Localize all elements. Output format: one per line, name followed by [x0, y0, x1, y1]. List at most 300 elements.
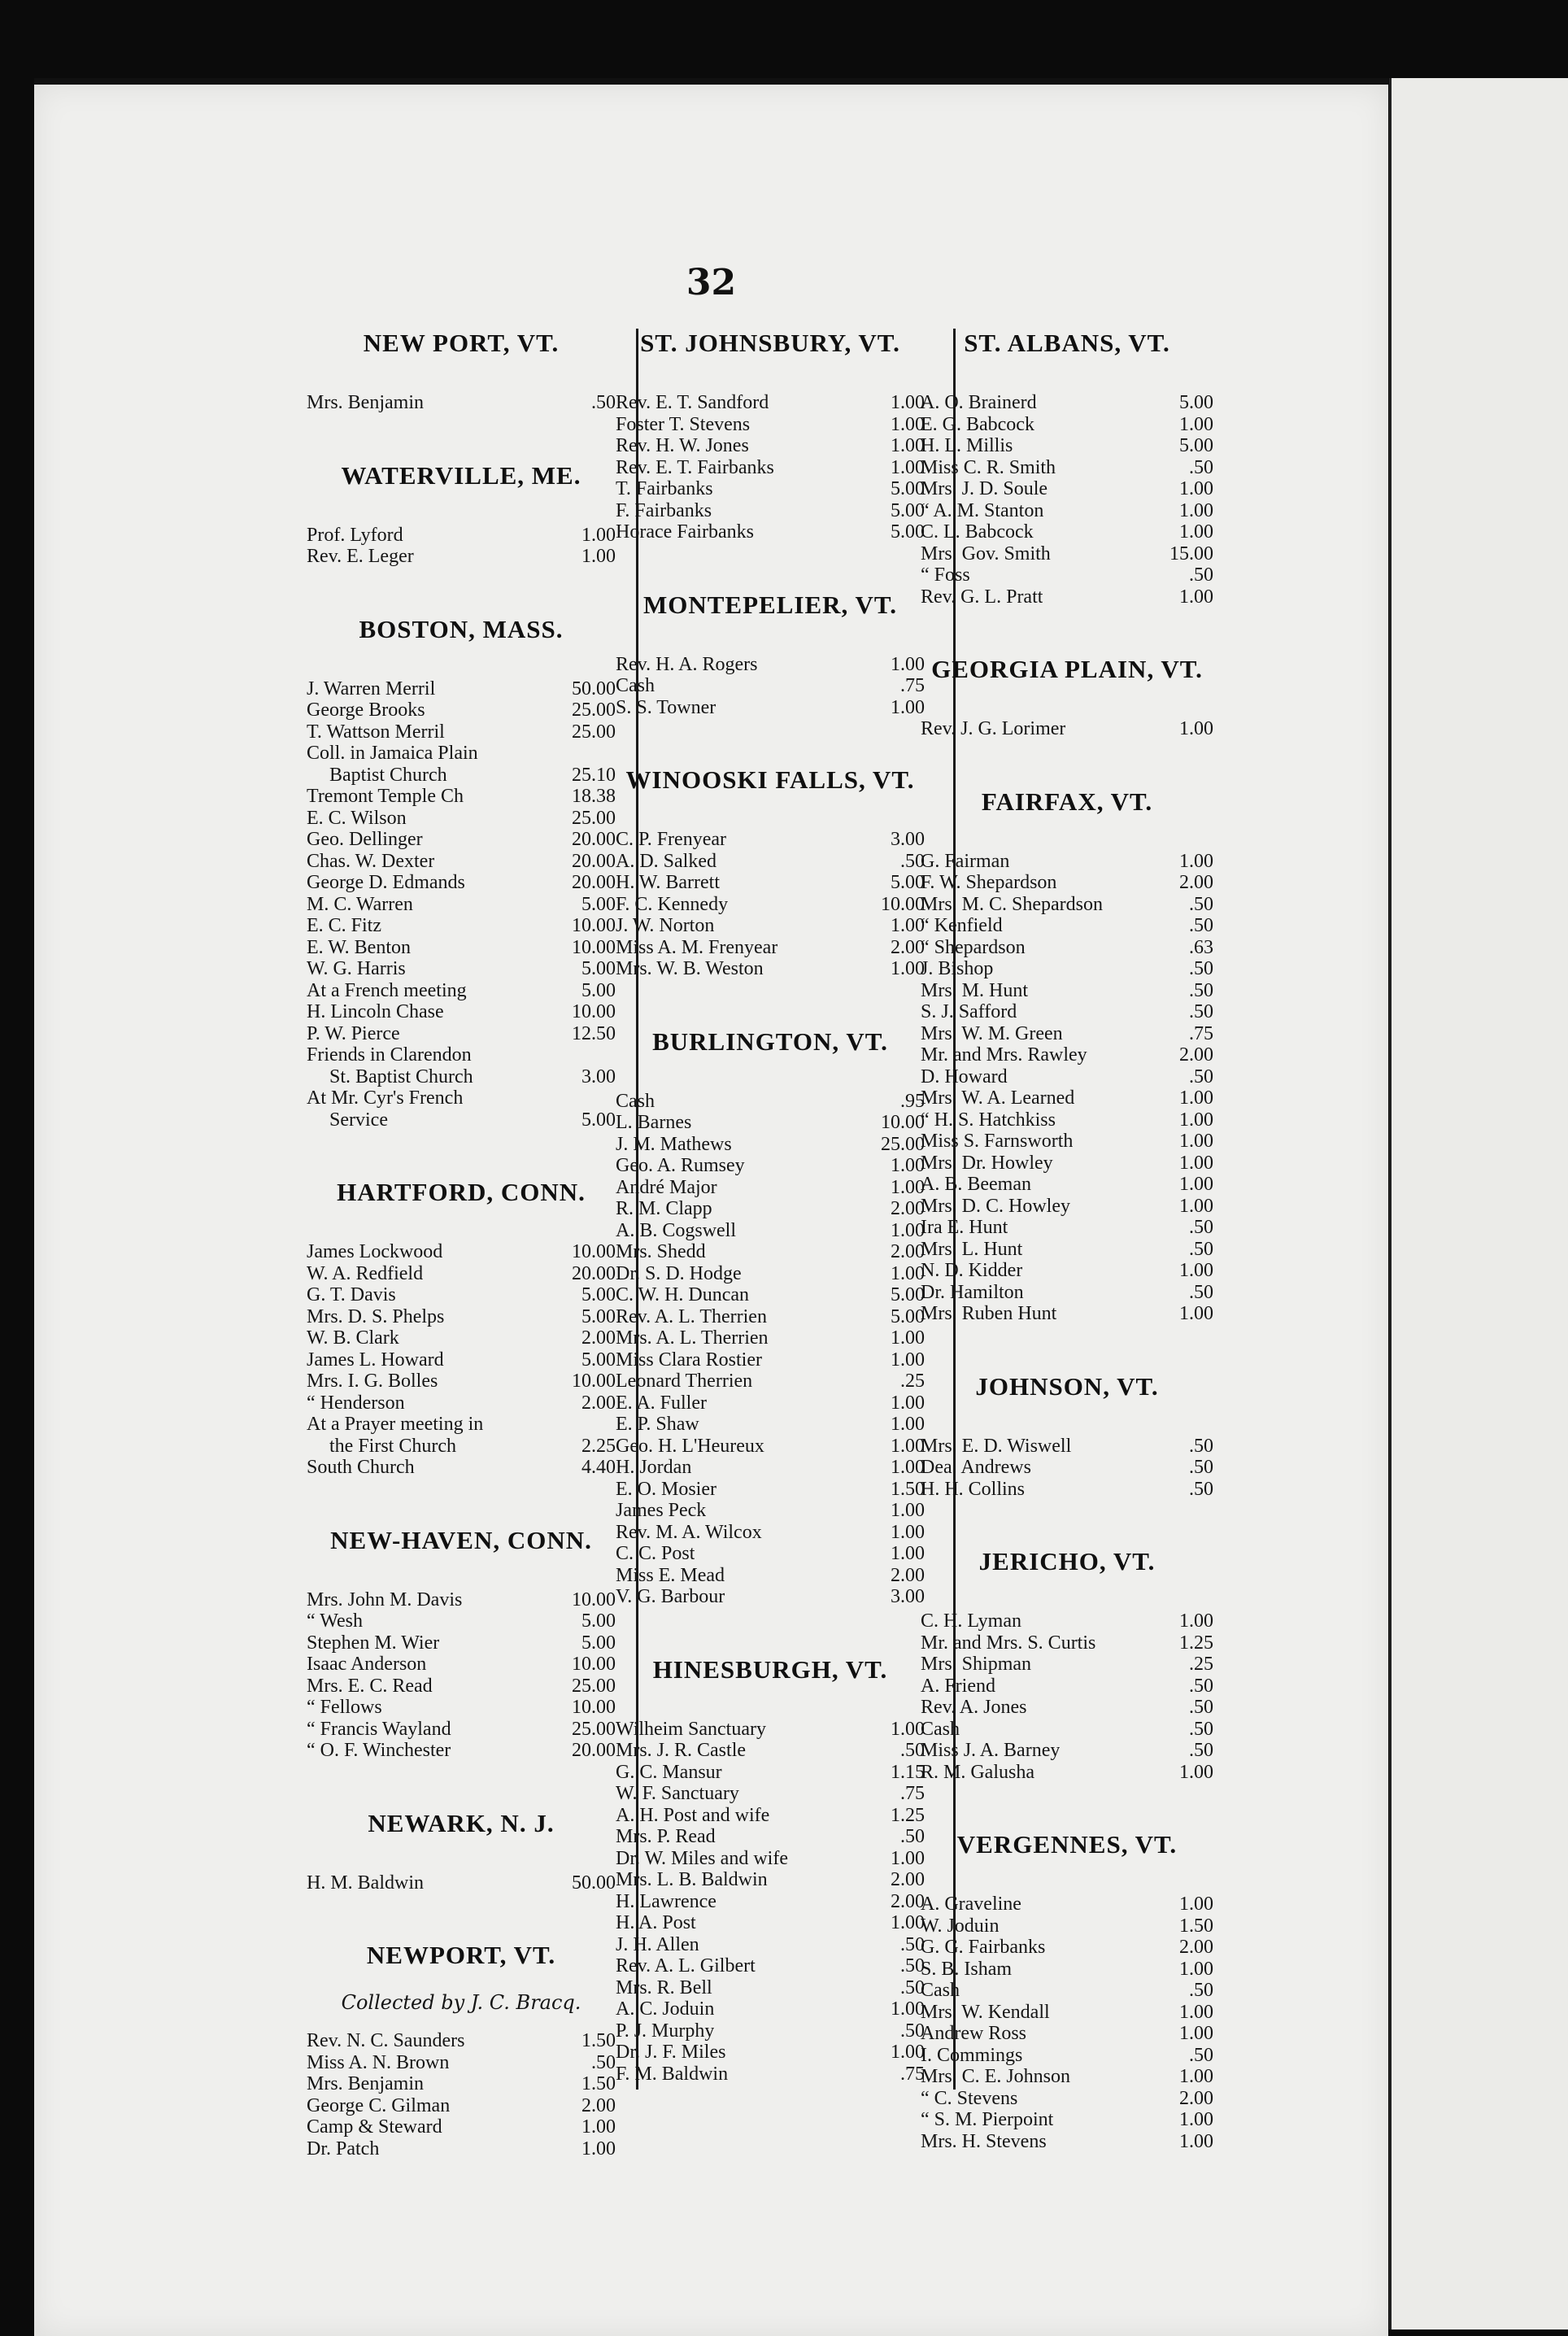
donor-name: G. G. Fairbanks: [921, 1937, 1046, 1958]
donation-entry: [921, 564, 1213, 586]
donor-name: Mr. and Mrs. Rawley: [921, 1044, 1087, 1066]
donation-amount: 10.00: [572, 936, 616, 958]
donation-amount: .50: [1189, 1001, 1213, 1022]
donor-name: At a French meeting: [307, 979, 467, 1001]
donor-name: Mrs. L. Hunt: [921, 1238, 1023, 1260]
donor-name: Mrs. L. B. Baldwin: [616, 1869, 768, 1890]
donor-name: S. B. Isham: [921, 1958, 1013, 1980]
donation-amount: .50: [900, 2020, 925, 2042]
donation-entry: [921, 1023, 1213, 1045]
donation-amount: 5.00: [1179, 392, 1213, 413]
donation-entry: [616, 1934, 925, 1956]
donation-amount: 1.00: [1179, 1894, 1213, 1915]
donor-name: S. S. Towner: [616, 696, 716, 718]
donor-name: G. T. Davis: [307, 1284, 396, 1305]
donation-entry: [307, 1241, 616, 1263]
donation-entry: [307, 392, 616, 414]
donation-entry: [921, 457, 1213, 479]
donor-name: “ Wesh: [307, 1610, 363, 1632]
donation-entry: [307, 2095, 616, 2117]
donation-amount: 1.00: [891, 1435, 925, 1457]
donor-name: E. O. Mosier: [616, 1478, 716, 1500]
column-2: [616, 329, 957, 2132]
donor-name: C. C. Post: [616, 1543, 695, 1564]
donor-name: W. Joduin: [921, 1915, 1000, 1937]
donation-amount: 3.00: [891, 1586, 925, 1607]
donation-entry: [307, 1306, 616, 1328]
donation-entry: [307, 1610, 616, 1632]
donation-entry: [307, 1349, 616, 1371]
donation-amount: .50: [1189, 2044, 1213, 2066]
donor-name: “ H. S. Hatchkiss: [921, 1109, 1056, 1131]
donor-name: Mrs. H. Stevens: [921, 2130, 1047, 2152]
donor-name: Cash: [616, 1090, 655, 1112]
donation-amount: 5.00: [581, 1109, 616, 1131]
donation-entry: [307, 765, 616, 787]
donor-name: Mrs. M. Hunt: [921, 979, 1029, 1001]
donor-name: V. G. Barbour: [616, 1586, 725, 1607]
donor-name: Cash: [616, 675, 655, 696]
donation-amount: 10.00: [572, 915, 616, 936]
donor-name: Miss A. M. Frenyear: [616, 936, 778, 958]
donor-name: L. Barnes: [616, 1112, 692, 1133]
donation-entry: [921, 1915, 1213, 1937]
donation-amount: 1.00: [891, 456, 925, 478]
donation-amount: 5.00: [891, 499, 925, 521]
donation-amount: 20.00: [572, 850, 616, 872]
donation-amount: .50: [1189, 1980, 1213, 2001]
donation-entry: [921, 1001, 1213, 1023]
donation-entry: [616, 894, 925, 916]
donation-amount: 5.00: [581, 1305, 616, 1327]
donation-entry: [616, 654, 925, 676]
donor-name: H. Lawrence: [616, 1890, 716, 1912]
donation-entry: [616, 1783, 925, 1805]
donation-entry: [307, 786, 616, 808]
donation-entry: [921, 894, 1213, 916]
donor-name: George C. Gilman: [307, 2094, 451, 2116]
donation-amount: 1.00: [1179, 586, 1213, 608]
location-heading: NEW-HAVEN, CONN.: [330, 1525, 592, 1554]
donor-name: Dr. Hamilton: [921, 1281, 1024, 1303]
donor-name: A. Graveline: [921, 1894, 1021, 1915]
donation-entry: [921, 1282, 1213, 1304]
donation-entry: [307, 525, 616, 547]
location-heading: HINESBURGH, VT.: [652, 1654, 888, 1684]
donation-entry: [616, 1543, 925, 1565]
donor-name: M. C. Warren: [307, 893, 413, 915]
donation-entry: [616, 392, 925, 414]
donor-name: N. D. Kidder: [921, 1260, 1023, 1281]
donation-amount: 2.00: [581, 2094, 616, 2116]
donation-entry: [616, 1522, 925, 1544]
donor-name: W. F. Sanctuary: [616, 1783, 739, 1804]
donor-name: Andrew Ross: [921, 2023, 1026, 2044]
donor-name: J. H. Allen: [616, 1933, 699, 1955]
donation-entry: [616, 937, 925, 959]
donor-name: Miss Clara Rostier: [616, 1349, 762, 1371]
donation-amount: .25: [900, 1371, 925, 1392]
donor-name: E. W. Benton: [307, 936, 412, 958]
donor-name: Mrs. C. E. Johnson: [921, 2066, 1071, 2087]
donor-name: C. W. H. Duncan: [616, 1284, 749, 1305]
donation-entry: [921, 1174, 1213, 1196]
donor-name: Mrs. W. A. Learned: [921, 1087, 1075, 1109]
donor-name: Mrs. W. M. Green: [921, 1022, 1063, 1044]
donation-amount: .75: [900, 1783, 925, 1804]
donor-name: Geo. H. L'Heureux: [616, 1435, 764, 1457]
donation-entry: [616, 1565, 925, 1587]
donation-entry: [921, 1937, 1213, 1959]
donor-name: G. C. Mansur: [616, 1761, 722, 1783]
donation-entry: [307, 2138, 616, 2160]
location-heading: FAIRFAX, VT.: [981, 787, 1153, 816]
donor-name: Rev. G. L. Pratt: [921, 586, 1043, 608]
donation-amount: 25.00: [572, 1675, 616, 1697]
donation-entry: [921, 1153, 1213, 1175]
donor-name: Miss A. N. Brown: [307, 2051, 450, 2073]
donor-name: Dr. W. Miles and wife: [616, 1847, 788, 1869]
donor-name: Dr. S. D. Hodge: [616, 1262, 742, 1284]
donation-amount: 1.00: [1179, 1195, 1213, 1217]
donation-amount: .50: [1189, 1740, 1213, 1761]
donation-amount: 2.00: [891, 936, 925, 958]
donor-name: Foster T. Stevens: [616, 413, 751, 435]
donation-amount: 1.00: [581, 2138, 616, 2159]
donor-name: C. H. Lyman: [921, 1610, 1021, 1632]
location-heading: JOHNSON, VT.: [975, 1371, 1159, 1401]
donation-entry: [616, 1998, 925, 2020]
donation-amount: 5.00: [581, 1349, 616, 1371]
donor-name: Rev. A. Jones: [921, 1697, 1027, 1718]
donor-name: H. Jordan: [616, 1457, 692, 1478]
donation-amount: 1.00: [1179, 1303, 1213, 1324]
donor-name: George Brooks: [307, 699, 425, 721]
donation-entry: [616, 1826, 925, 1848]
donation-amount: 5.00: [891, 872, 925, 893]
donation-amount: 2.00: [1179, 1937, 1213, 1958]
donation-entry: [616, 1134, 925, 1156]
donation-amount: 10.00: [572, 1241, 616, 1262]
donation-amount: 20.00: [572, 872, 616, 893]
donation-entry: [921, 1762, 1213, 1784]
donation-entry: [921, 872, 1213, 894]
donation-amount: 1.00: [1179, 850, 1213, 872]
donor-name: Dr. Patch: [307, 2138, 380, 2159]
donor-name: A. B. Cogswell: [616, 1219, 737, 1241]
donation-amount: .50: [1189, 1457, 1213, 1478]
donor-name: “ S. M. Pierpoint: [921, 2109, 1054, 2130]
donor-name: H. H. Collins: [921, 1478, 1026, 1500]
donation-entry: [307, 872, 616, 894]
collector-note: Collected by J. C. Bracq.: [341, 1991, 581, 2014]
donor-name: “ Foss: [921, 564, 970, 586]
donor-name: Miss J. A. Barney: [921, 1740, 1061, 1761]
donation-entry: [307, 958, 616, 980]
donation-amount: 5.00: [891, 478, 925, 499]
donor-name: Miss C. R. Smith: [921, 456, 1056, 478]
donor-name: I. Commings: [921, 2044, 1023, 2066]
donation-amount: 2.00: [891, 1241, 925, 1262]
donor-name: Cash: [921, 1980, 960, 2001]
donor-name: Mrs. J. R. Castle: [616, 1740, 747, 1761]
donor-name: A. O. Brainerd: [921, 392, 1037, 413]
donation-entry: [616, 829, 925, 851]
donation-amount: .50: [900, 1826, 925, 1847]
location-heading: BOSTON, MASS.: [359, 614, 564, 643]
donation-amount: .75: [1189, 1022, 1213, 1044]
location-heading: ST. JOHNSBURY, VT.: [640, 329, 900, 357]
donation-entry: [616, 1479, 925, 1501]
donor-name: F. C. Kennedy: [616, 893, 729, 915]
donation-entry: [307, 1392, 616, 1414]
donor-name: H. M. Baldwin: [307, 1872, 424, 1894]
donation-entry: [921, 392, 1213, 414]
donor-name: Mrs. Gov. Smith: [921, 543, 1051, 564]
donation-entry: [616, 1284, 925, 1306]
donation-amount: 1.00: [891, 435, 925, 456]
donation-amount: 10.00: [572, 1697, 616, 1718]
donation-amount: 1.50: [581, 2030, 616, 2051]
donation-entry: [616, 1436, 925, 1458]
donor-name: Geo. Dellinger: [307, 829, 423, 850]
donor-name: “ C. Stevens: [921, 2087, 1018, 2109]
donation-entry: [307, 1436, 616, 1458]
donation-entry: [616, 915, 925, 937]
donation-entry: [307, 2116, 616, 2138]
donation-entry: [307, 678, 616, 700]
location-section: [921, 787, 1278, 1325]
donation-entry: [921, 1196, 1213, 1218]
donation-entry: [921, 1697, 1213, 1719]
donor-name: F. W. Shepardson: [921, 872, 1057, 893]
donation-entry: [307, 1589, 616, 1611]
donation-entry: [307, 1327, 616, 1349]
donation-amount: .50: [1189, 979, 1213, 1001]
donor-name: Mrs. J. D. Soule: [921, 478, 1048, 499]
donation-amount: .50: [1189, 564, 1213, 586]
donation-amount: 2.00: [1179, 2087, 1213, 2109]
donation-amount: 5.00: [1179, 435, 1213, 456]
donor-name: A. D. Salked: [616, 850, 716, 872]
donation-entry: [921, 1087, 1213, 1109]
donation-entry: [616, 1220, 925, 1242]
location-heading: BURLINGTON, VT.: [652, 1026, 888, 1056]
donation-entry: [921, 1303, 1213, 1325]
donation-amount: .95: [900, 1090, 925, 1112]
donor-name: R. M. Clapp: [616, 1198, 712, 1219]
donation-entry: [921, 1894, 1213, 1915]
donation-entry: [921, 937, 1213, 959]
donor-name: “ A. M. Stanton: [921, 499, 1044, 521]
donor-name: W. A. Redfield: [307, 1262, 424, 1284]
donation-entry: [616, 1198, 925, 1220]
donation-entry: [921, 1676, 1213, 1698]
donation-amount: .50: [1189, 915, 1213, 936]
donation-amount: 5.00: [581, 1632, 616, 1654]
donation-entry: [307, 980, 616, 1002]
donation-amount: .50: [1189, 1238, 1213, 1260]
donation-entry: [921, 500, 1213, 522]
donation-amount: 50.00: [572, 678, 616, 699]
donation-entry: [616, 1891, 925, 1913]
donation-entry: [921, 543, 1213, 565]
donation-amount: 1.00: [1179, 1610, 1213, 1632]
donation-entry: [921, 1457, 1213, 1479]
donor-name: At a Prayer meeting in: [307, 1414, 484, 1435]
donation-amount: .50: [1189, 1697, 1213, 1718]
donation-amount: 25.10: [572, 764, 616, 786]
donor-name: E. C. Wilson: [307, 807, 407, 829]
location-section: [616, 1655, 957, 2085]
location-heading: HARTFORD, CONN.: [337, 1178, 586, 1206]
donation-entry: [616, 697, 925, 719]
donation-entry: [921, 1632, 1213, 1654]
donation-entry: [921, 980, 1213, 1002]
donation-amount: 4.40: [581, 1457, 616, 1478]
location-section: [921, 655, 1278, 740]
donor-name: D. Howard: [921, 1066, 1008, 1087]
donation-entry: [616, 457, 925, 479]
donor-name: H. Lincoln Chase: [307, 1001, 444, 1022]
donation-entry: [307, 2030, 616, 2052]
donation-amount: 1.15: [891, 1761, 925, 1783]
donation-entry: [307, 1740, 616, 1762]
donation-amount: 2.00: [581, 1327, 616, 1349]
donation-amount: .50: [900, 1955, 925, 1976]
donor-name: Ira E. Hunt: [921, 1217, 1008, 1238]
donor-name: A. H. Post and wife: [616, 1804, 770, 1826]
donation-entry: [307, 1719, 616, 1741]
donation-amount: 1.00: [1179, 1109, 1213, 1131]
donor-name: Dr. J. F. Miles: [616, 2042, 726, 2063]
donation-amount: 1.00: [1179, 478, 1213, 499]
donation-amount: 2.25: [581, 1435, 616, 1457]
donor-name: Friends in Clarendon: [307, 1044, 472, 1066]
donor-name: Service: [329, 1109, 388, 1131]
donor-name: “ Kenfield: [921, 915, 1003, 936]
donation-entry: [616, 1719, 925, 1741]
donation-amount: 1.00: [891, 1521, 925, 1543]
donation-entry: [616, 1977, 925, 1999]
donor-name: Rev. N. C. Saunders: [307, 2030, 465, 2051]
location-section: [616, 1027, 957, 1608]
donation-amount: 5.00: [891, 1305, 925, 1327]
donation-entry: [307, 829, 616, 851]
donor-name: F. Fairbanks: [616, 499, 712, 521]
donation-amount: 1.00: [891, 1219, 925, 1241]
donation-entry: [307, 1284, 616, 1306]
donation-amount: 1.00: [1179, 2023, 1213, 2044]
donor-name: Mrs. R. Bell: [616, 1976, 712, 1998]
donation-entry: [616, 1848, 925, 1870]
donation-entry: [616, 1241, 925, 1263]
donation-entry: [307, 546, 616, 568]
donation-amount: .50: [1189, 1435, 1213, 1457]
donation-entry: [307, 937, 616, 959]
donor-name: G. Fairman: [921, 850, 1010, 872]
donation-entry: [616, 1586, 925, 1608]
donor-name: George D. Edmands: [307, 872, 465, 893]
donor-name: Rev. A. L. Therrien: [616, 1305, 767, 1327]
donor-name: “ Henderson: [307, 1392, 405, 1414]
donation-entry: [307, 1676, 616, 1698]
donation-entry: [307, 1654, 616, 1676]
donation-amount: .50: [1189, 1675, 1213, 1697]
donation-amount: 1.00: [891, 1414, 925, 1435]
donation-entry: [307, 915, 616, 937]
donor-name: C. L. Babcock: [921, 521, 1034, 543]
donor-name: Mrs. W. Kendall: [921, 2001, 1050, 2023]
donor-name: R. M. Galusha: [921, 1761, 1034, 1783]
donation-entry: [921, 2002, 1213, 2024]
donation-entry: [921, 2066, 1213, 2088]
donation-amount: 50.00: [572, 1872, 616, 1894]
donor-name: J. Bishop: [921, 958, 994, 979]
location-heading: NEWARK, N. J.: [368, 1808, 555, 1837]
donation-amount: 25.00: [881, 1133, 925, 1155]
location-heading: WATERVILLE, ME.: [341, 460, 581, 490]
donation-entry: [307, 1066, 616, 1088]
donation-entry: [616, 500, 925, 522]
donor-name: Mrs. Benjamin: [307, 392, 424, 413]
donation-amount: 25.00: [572, 1718, 616, 1740]
donor-name: Rev. E. T. Sandford: [616, 392, 769, 413]
donation-entry: [616, 2042, 925, 2064]
donation-entry: [307, 1263, 616, 1285]
donation-amount: 1.00: [891, 1998, 925, 2020]
donation-entry: [616, 1091, 925, 1113]
donation-amount: .50: [1189, 893, 1213, 915]
donation-amount: 1.00: [1179, 499, 1213, 521]
donation-amount: .50: [1189, 456, 1213, 478]
donation-amount: .75: [900, 675, 925, 696]
donation-entry: [307, 1457, 616, 1479]
donor-name: Camp & Steward: [307, 2116, 442, 2138]
donation-amount: 1.00: [1179, 1260, 1213, 1281]
donation-amount: 2.00: [891, 1198, 925, 1219]
donation-entry: [616, 1805, 925, 1827]
donor-name: Mrs. John M. Davis: [307, 1589, 463, 1610]
donation-amount: 1.00: [891, 1718, 925, 1740]
donation-entry: [616, 872, 925, 894]
donation-amount: .50: [591, 2051, 616, 2073]
donor-name: Mrs. M. C. Shepardson: [921, 893, 1104, 915]
donation-entry: [921, 1980, 1213, 2002]
donation-amount: 5.00: [891, 521, 925, 543]
donation-entry: [616, 521, 925, 543]
donation-entry: [921, 1260, 1213, 1282]
donation-amount: .75: [900, 2063, 925, 2085]
donation-entry: [921, 1479, 1213, 1501]
donor-name: E. G. Babcock: [921, 413, 1034, 435]
page-number: 32: [686, 262, 737, 303]
donation-entry: [921, 2088, 1213, 2110]
donation-entry: [307, 1872, 616, 1894]
donation-amount: 5.00: [581, 893, 616, 915]
donation-entry: [616, 1263, 925, 1285]
donation-entry: [616, 1349, 925, 1371]
donation-amount: 1.00: [891, 696, 925, 718]
donor-name: Mrs. E. D. Wiswell: [921, 1435, 1072, 1457]
donor-name: Mrs. Benjamin: [307, 2073, 424, 2094]
donation-amount: 1.00: [891, 1392, 925, 1414]
donor-name: Rev. H. W. Jones: [616, 435, 749, 456]
donation-amount: 20.00: [572, 1262, 616, 1284]
donation-amount: 5.00: [581, 958, 616, 979]
location-section: [921, 329, 1278, 608]
donor-name: “ O. F. Winchester: [307, 1740, 451, 1761]
